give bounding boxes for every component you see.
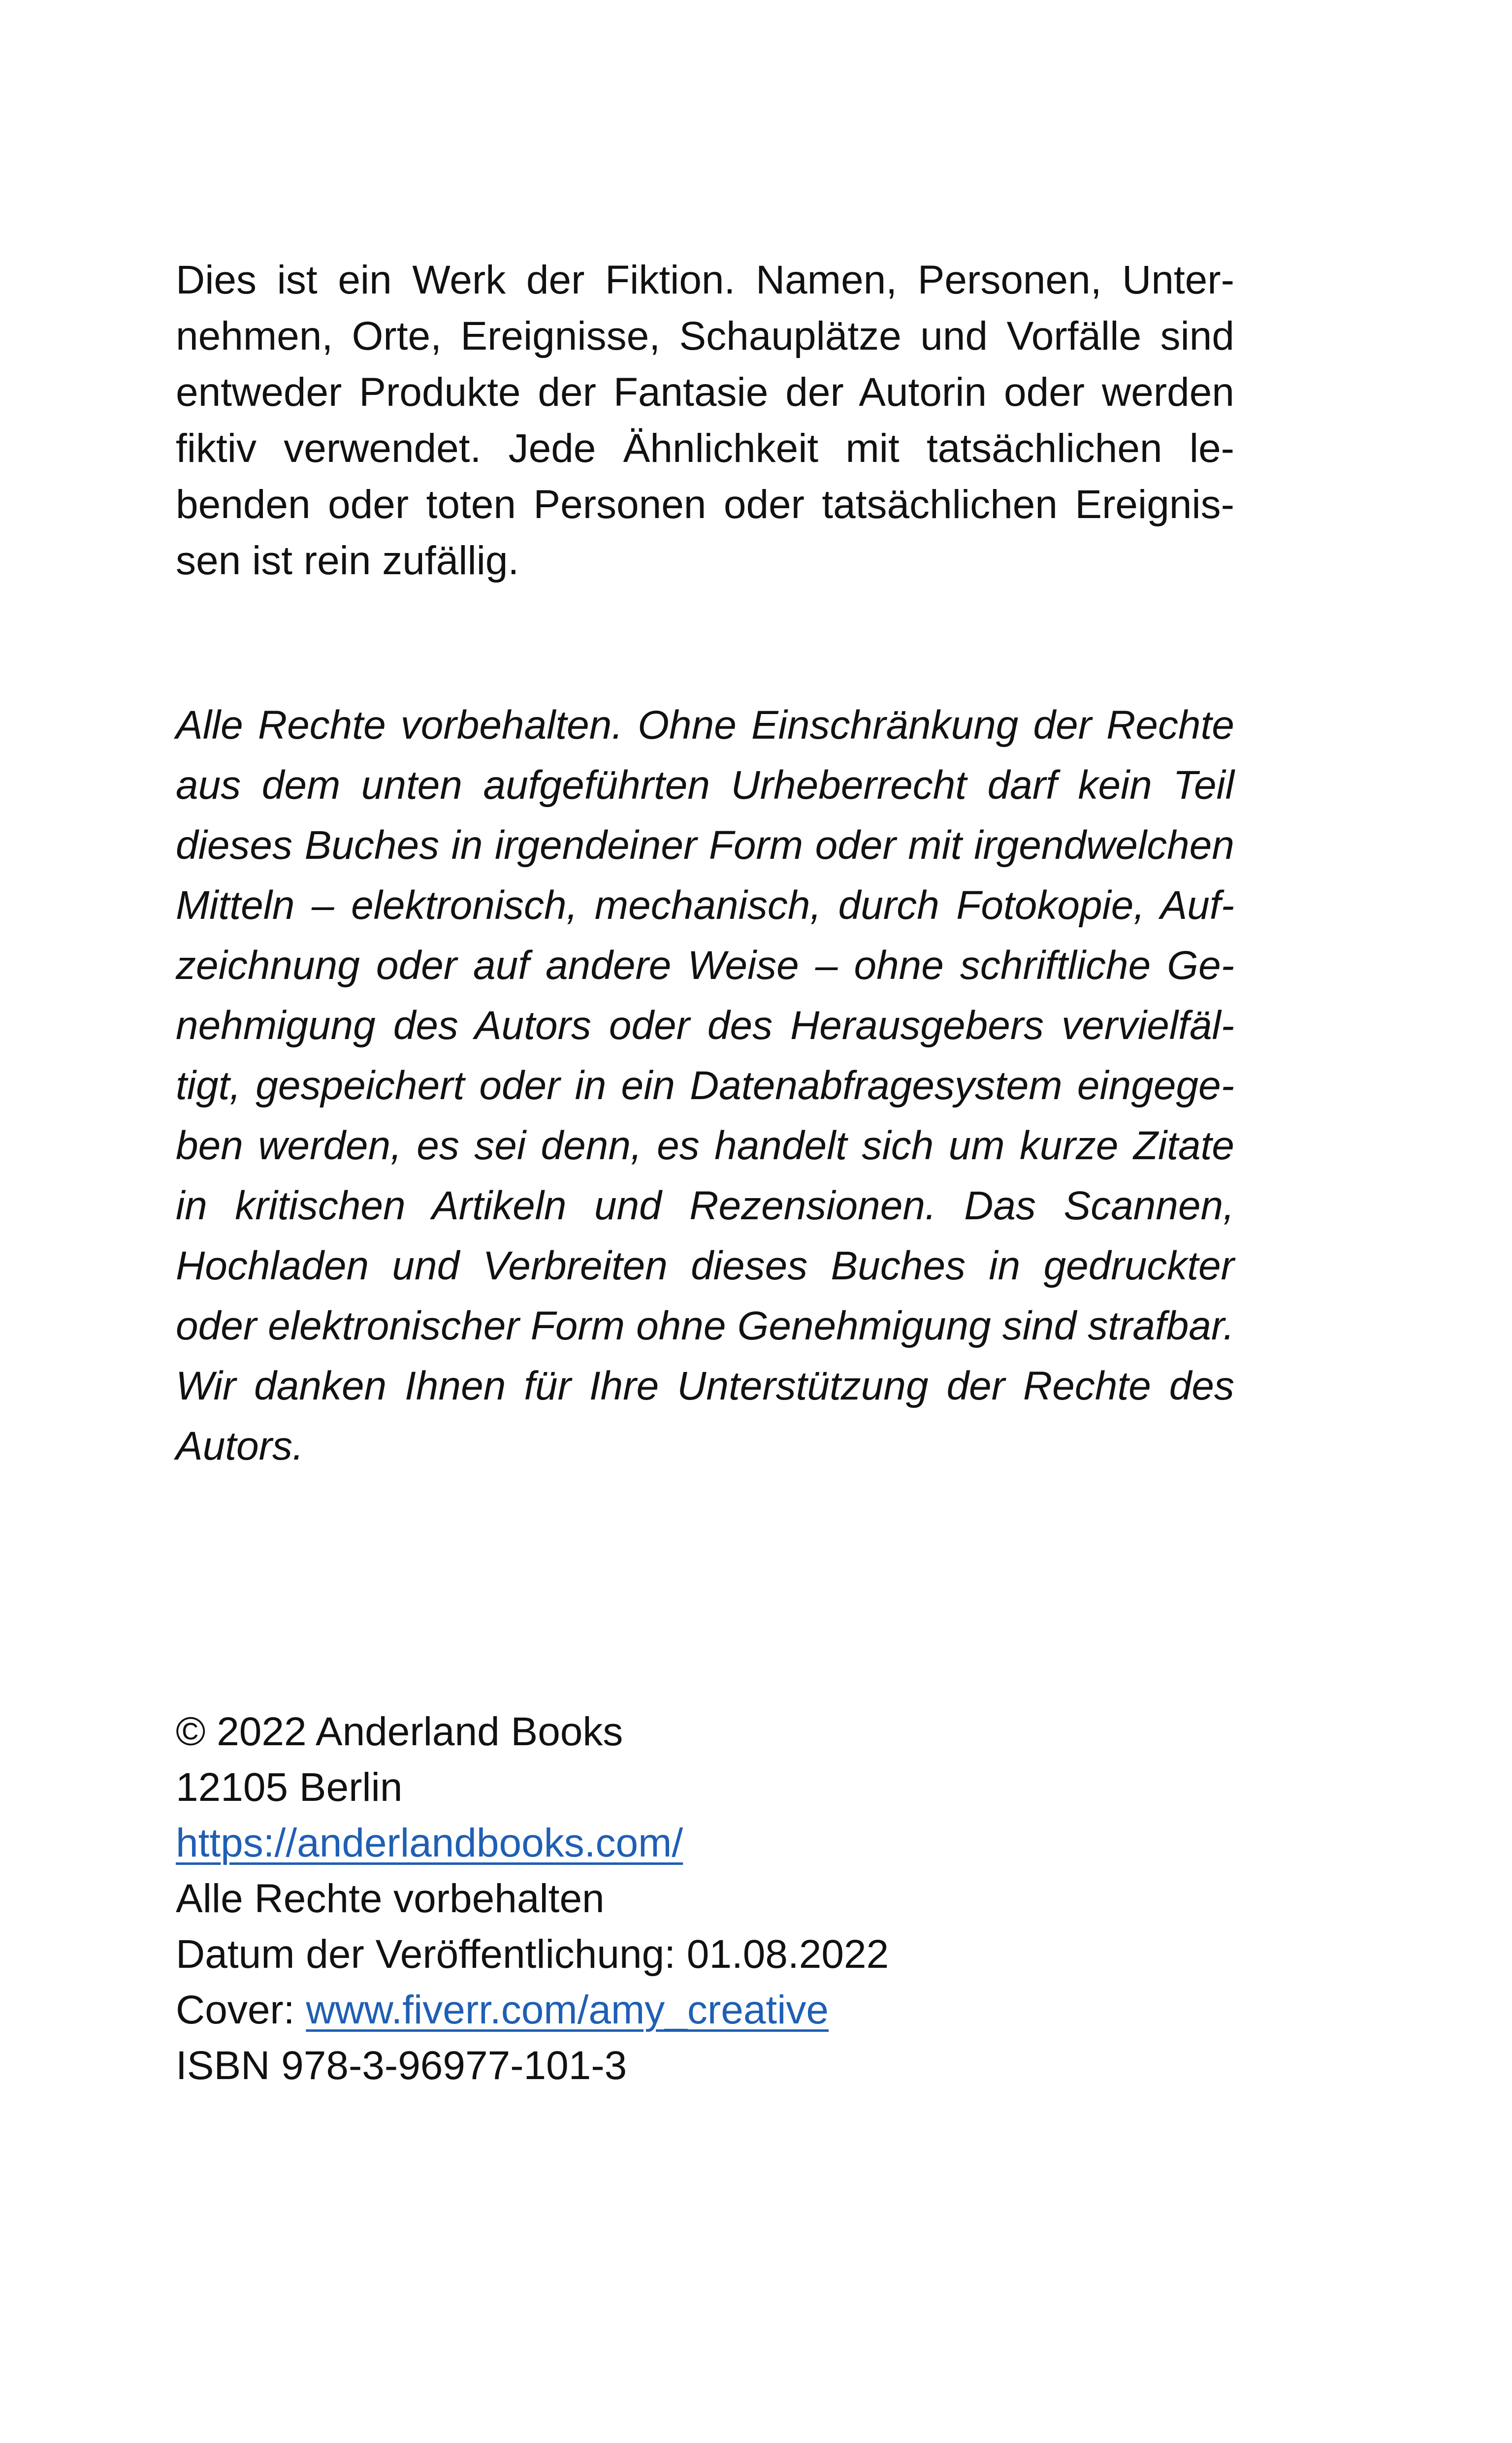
- publisher-website-line: [176, 1815, 1234, 1871]
- publisher-city-line: 12105 Berlin: [176, 1765, 403, 1810]
- fiction-disclaimer-paragraph: Dies ist ein Werk der Fiktion. Namen, Personen, Unternehmen, Orte, Ereignisse, Schauplätze und Vorfälle sind entweder Produkte der Fantasie der Autorin oder werden fiktiv verwendet. Jede Ähnlichkeit mit tatsächlichen lebenden oder toten Personen oder tatsächlichen Ereignissen ist rein zufällig.: [176, 258, 1234, 583]
- rights-reserved-paragraph: Alle Rechte vorbehalten. Ohne Einschränkung der Rechte aus dem unten aufgeführten Urheberrecht darf kein Teil dieses Buches in irgendeiner Form oder mit irgendwelchen Mitteln – elektronisch, mechanisch, durch Fotokopie, Aufzeichnung oder auf andere Weise – ohne schriftliche Genehmigung des Autors oder des Herausgebers vervielfältigt, gespeichert oder in ein Datenabfragesystem eingegeben werden, es sei denn, es handelt sich um kurze Zitate in kritischen Artikeln und Rezensionen. Das Scannen, Hochladen und Verbreiten dieses Buches in gedruckter oder elektronischer Form ohne Genehmigung sind strafbar. Wir danken Ihnen für Ihre Unterstützung der Rechte des Autors.: [176, 703, 1234, 1468]
- publisher-imprint: [176, 1704, 1234, 2093]
- publisher-website-link[interactable]: https://anderlandbooks.com/: [176, 1821, 683, 1865]
- rights-reserved-line: Alle Rechte vorbehalten: [176, 1876, 605, 1921]
- cover-credit-label: Cover:: [176, 1987, 306, 2032]
- cover-credit-line: [176, 1982, 1234, 2038]
- cover-designer-link[interactable]: www.fiverr.com/amy_creative: [306, 1987, 829, 2032]
- copyright-line: © 2022 Anderland Books: [176, 1709, 623, 1754]
- isbn-line: ISBN 978-3-96977-101-3: [176, 2043, 627, 2088]
- publication-date-line: Datum der Veröffentlichung: 01.08.2022: [176, 1932, 889, 1977]
